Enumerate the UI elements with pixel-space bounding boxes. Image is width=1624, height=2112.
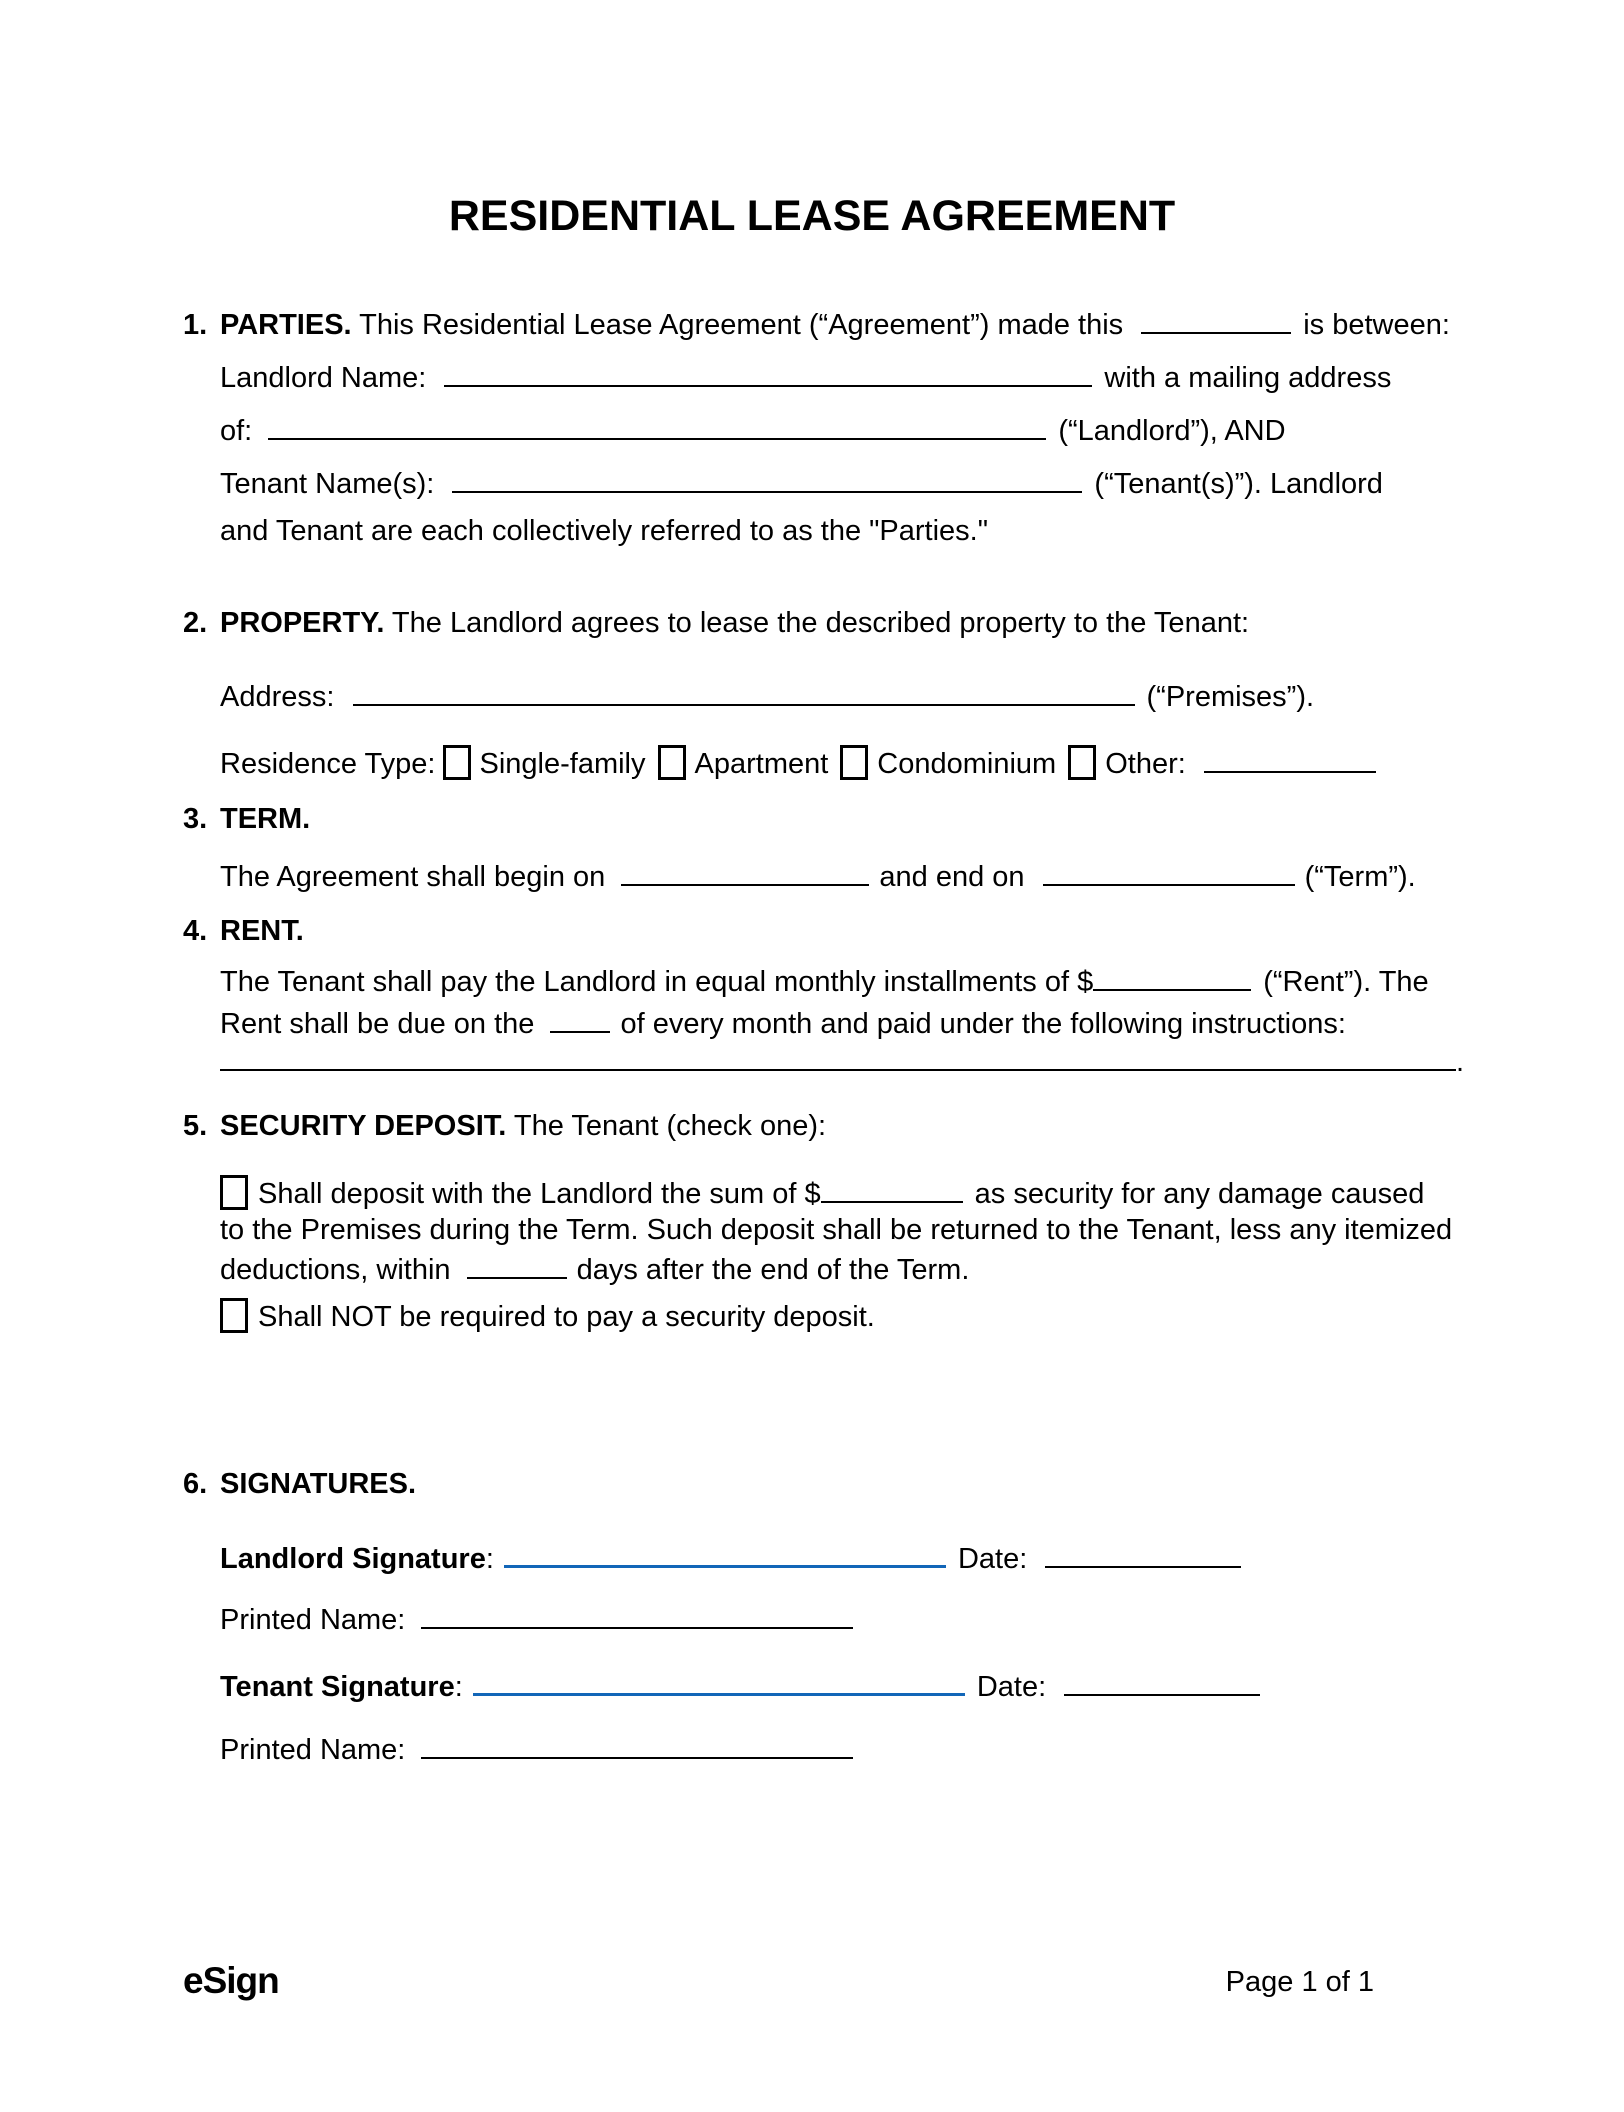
deposit-line1-pre: Shall deposit with the Landlord the sum of $ bbox=[258, 1178, 821, 1210]
deposit-option-line3 bbox=[220, 1248, 1452, 1288]
landlord-name-blank[interactable] bbox=[444, 356, 1092, 387]
rent-heading: RENT. bbox=[220, 915, 304, 947]
landlord-date-blank[interactable] bbox=[1045, 1537, 1241, 1568]
section-1-number: 1. bbox=[183, 309, 208, 341]
parties-intro-pre: This Residential Lease Agreement (“Agreement”) made this bbox=[359, 309, 1124, 341]
section-3-number: 3. bbox=[183, 803, 208, 835]
term-middle: and end on bbox=[879, 861, 1025, 893]
deposit-line1-post: as security for any damage caused bbox=[974, 1178, 1425, 1210]
parties-closing: and Tenant are each collectively referred to as the "Parties." bbox=[220, 515, 989, 547]
landlord-date-label: Date: bbox=[957, 1543, 1028, 1575]
tenant-signature-label: Tenant Signature bbox=[220, 1671, 455, 1703]
landlord-printed-name-label: Printed Name: bbox=[220, 1604, 406, 1636]
parties-heading: PARTIES. bbox=[220, 309, 352, 341]
payment-instructions-blank[interactable] bbox=[220, 1040, 1456, 1071]
deposit-line3-post: days after the end of the Term. bbox=[576, 1254, 970, 1286]
term-post: (“Term”). bbox=[1304, 861, 1416, 893]
rent-line2-post: of every month and paid under the following instructions: bbox=[620, 1008, 1346, 1040]
checkbox-no-deposit[interactable] bbox=[220, 1298, 248, 1333]
tenant-names-label: Tenant Name(s): bbox=[220, 468, 435, 500]
landlord-printed-name-blank[interactable] bbox=[421, 1598, 853, 1629]
tenant-signature-colon: : bbox=[454, 1671, 463, 1703]
section-2-number: 2. bbox=[183, 607, 208, 639]
deposit-line3-pre: deductions, within bbox=[220, 1254, 451, 1286]
security-deposit-intro: The Tenant (check one): bbox=[513, 1110, 827, 1142]
parties-intro-post: is between: bbox=[1303, 309, 1450, 341]
rent-line1-pre: The Tenant shall pay the Landlord in equal monthly installments of $ bbox=[220, 966, 1094, 998]
mailing-address-post: (“Landlord”), AND bbox=[1058, 415, 1286, 447]
term-heading: TERM. bbox=[220, 803, 311, 835]
checkbox-condominium[interactable] bbox=[840, 745, 868, 780]
tenant-names-post: (“Tenant(s)”). Landlord bbox=[1094, 468, 1383, 500]
mailing-address-blank[interactable] bbox=[268, 409, 1046, 440]
esign-logo: eSign bbox=[183, 1960, 279, 2001]
condominium-label: Condominium bbox=[877, 748, 1057, 780]
tenant-printed-name-blank[interactable] bbox=[421, 1728, 853, 1759]
security-deposit-heading: SECURITY DEPOSIT. bbox=[220, 1110, 507, 1142]
deposit-days-blank[interactable] bbox=[467, 1248, 567, 1279]
single-family-label: Single-family bbox=[479, 748, 646, 780]
residence-type-label: Residence Type: bbox=[220, 748, 436, 780]
apartment-label: Apartment bbox=[694, 748, 829, 780]
term-end-date-blank[interactable] bbox=[1043, 855, 1295, 886]
checkbox-single-family[interactable] bbox=[443, 745, 471, 780]
address-post: (“Premises”). bbox=[1146, 681, 1315, 713]
term-begin-date-blank[interactable] bbox=[621, 855, 869, 886]
payment-instructions-period: . bbox=[1456, 1046, 1465, 1078]
rent-due-day-blank[interactable] bbox=[550, 1002, 610, 1033]
deposit-amount-blank[interactable] bbox=[821, 1172, 963, 1203]
address-blank[interactable] bbox=[353, 675, 1135, 706]
landlord-name-post: with a mailing address bbox=[1104, 362, 1392, 394]
checkbox-other[interactable] bbox=[1068, 745, 1096, 780]
landlord-signature-colon: : bbox=[485, 1543, 494, 1575]
page-title: RESIDENTIAL LEASE AGREEMENT bbox=[448, 192, 1176, 240]
deposit-option-line2: to the Premises during the Term. Such deposit shall be returned to the Tenant, less any itemized bbox=[220, 1214, 1453, 1246]
landlord-name-label: Landlord Name: bbox=[220, 362, 427, 394]
section-5-number: 5. bbox=[183, 1110, 208, 1142]
section-6-number: 6. bbox=[183, 1468, 208, 1500]
landlord-signature-field[interactable] bbox=[504, 1536, 946, 1568]
checkbox-apartment[interactable] bbox=[658, 745, 686, 780]
signatures-heading: SIGNATURES. bbox=[220, 1468, 417, 1500]
tenant-date-blank[interactable] bbox=[1064, 1665, 1260, 1696]
tenant-names-blank[interactable] bbox=[452, 462, 1082, 493]
rent-line2-pre: Rent shall be due on the bbox=[220, 1008, 535, 1040]
property-heading: PROPERTY. bbox=[220, 607, 385, 639]
rent-amount-blank[interactable] bbox=[1093, 960, 1251, 991]
rent-line1-post: (“Rent”). The bbox=[1263, 966, 1429, 998]
no-deposit-label: Shall NOT be required to pay a security deposit. bbox=[258, 1301, 875, 1333]
other-label: Other: bbox=[1105, 748, 1186, 780]
tenant-printed-name-label: Printed Name: bbox=[220, 1734, 406, 1766]
section-4-number: 4. bbox=[183, 915, 208, 947]
page-number: Page 1 of 1 bbox=[1225, 1966, 1374, 1998]
landlord-signature-label: Landlord Signature bbox=[220, 1543, 486, 1575]
address-label: Address: bbox=[220, 681, 335, 713]
tenant-date-label: Date: bbox=[976, 1671, 1047, 1703]
tenant-signature-field[interactable] bbox=[473, 1664, 965, 1696]
property-intro: The Landlord agrees to lease the described property to the Tenant: bbox=[391, 607, 1250, 639]
made-this-date-blank[interactable] bbox=[1141, 303, 1291, 334]
checkbox-shall-deposit[interactable] bbox=[220, 1175, 248, 1210]
deposit-option-line1 bbox=[220, 1172, 1452, 1212]
term-begin-pre: The Agreement shall begin on bbox=[220, 861, 606, 893]
mailing-address-label: of: bbox=[220, 415, 253, 447]
other-residence-blank[interactable] bbox=[1204, 742, 1376, 773]
